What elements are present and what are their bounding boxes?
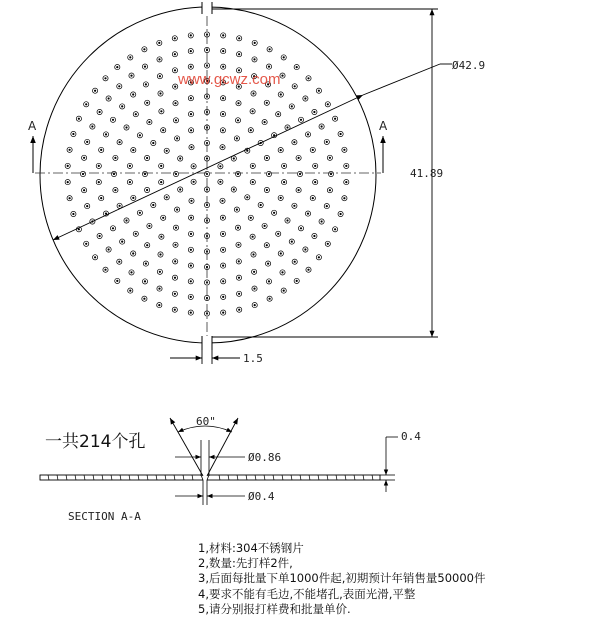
hole-center xyxy=(312,197,314,199)
hole-center xyxy=(190,280,192,282)
hole-center xyxy=(162,217,164,219)
hole-center xyxy=(254,42,256,44)
hole-center xyxy=(125,126,127,128)
hole-center xyxy=(159,92,161,94)
hole-center xyxy=(238,37,240,39)
hole-center xyxy=(298,189,300,191)
hole-center xyxy=(253,288,255,290)
hole-center xyxy=(174,37,176,39)
hole-center xyxy=(237,244,239,246)
hole-center xyxy=(152,142,154,144)
hole-center xyxy=(159,75,161,77)
hole-center xyxy=(236,137,238,139)
hole-center xyxy=(237,227,239,229)
hole-center xyxy=(313,235,315,237)
hole-center xyxy=(83,157,85,159)
hole-center xyxy=(179,157,181,159)
hole-center xyxy=(327,103,329,105)
hole-center xyxy=(307,213,309,215)
hole-center xyxy=(286,219,288,221)
hole-center xyxy=(222,217,224,219)
hole-center xyxy=(283,290,285,292)
hole-center xyxy=(174,69,176,71)
hole-center xyxy=(160,236,162,238)
hole-center xyxy=(238,277,240,279)
hole-center xyxy=(280,252,282,254)
hole-center xyxy=(304,97,306,99)
hole-center xyxy=(132,149,134,151)
hole-center xyxy=(135,113,137,115)
notes-list xyxy=(198,541,485,617)
hole-center xyxy=(219,165,221,167)
hole-center xyxy=(190,296,192,298)
hole-center xyxy=(104,269,106,271)
hole-center xyxy=(334,228,336,230)
hole-center xyxy=(129,290,131,292)
hole-center xyxy=(318,256,320,258)
hole-center xyxy=(158,58,160,60)
hole-center xyxy=(174,277,176,279)
hole-center xyxy=(345,165,347,167)
hole-center xyxy=(162,129,164,131)
hole-center xyxy=(85,243,87,245)
hole-center xyxy=(238,293,240,295)
hole-center xyxy=(222,280,224,282)
hole-center xyxy=(264,121,266,123)
hole-center xyxy=(132,252,134,254)
hole-center xyxy=(190,97,192,99)
hole-center xyxy=(264,225,266,227)
hole-center xyxy=(114,157,116,159)
hole-center xyxy=(300,227,302,229)
hole-center xyxy=(190,312,192,314)
hole-center xyxy=(252,236,254,238)
hole-center xyxy=(174,86,176,88)
hole-center xyxy=(238,53,240,55)
hole-center xyxy=(222,97,224,99)
note-item: 3,后面每批量下单1000件起,初期预计年销售量50000件 xyxy=(198,571,486,586)
hole-center xyxy=(100,149,102,151)
hole-center xyxy=(340,213,342,215)
hole-center xyxy=(190,50,192,52)
hole-center xyxy=(148,121,150,123)
hole-center xyxy=(83,189,85,191)
hole-center xyxy=(222,233,224,235)
hole-center xyxy=(158,42,160,44)
hole-center xyxy=(206,157,208,159)
hole-center xyxy=(296,66,298,68)
note-item: 1,材料:304不锈钢片 xyxy=(198,541,304,555)
hole-center xyxy=(233,188,235,190)
hole-center xyxy=(91,125,93,127)
hole-center xyxy=(112,227,114,229)
hole-center xyxy=(291,241,293,243)
hole-center xyxy=(277,113,279,115)
hole-center xyxy=(283,56,285,58)
hole-center xyxy=(269,48,271,50)
hole-center xyxy=(269,298,271,300)
hole-center xyxy=(327,243,329,245)
note-item: 4,要求不能有毛边,不能堵孔,表面光滑,平整 xyxy=(198,586,416,601)
plate-outline xyxy=(40,7,376,343)
hole-center xyxy=(298,157,300,159)
hole-center xyxy=(221,146,223,148)
thickness-value: 0.4 xyxy=(401,430,421,443)
hole-center xyxy=(119,205,121,207)
hole-center xyxy=(108,248,110,250)
hole-center xyxy=(340,133,342,135)
hole-center xyxy=(190,249,192,251)
hole-center xyxy=(252,253,254,255)
hole-center xyxy=(114,189,116,191)
hole-center xyxy=(146,102,148,104)
hole-center xyxy=(190,217,192,219)
hole-center xyxy=(314,165,316,167)
hole-center xyxy=(326,205,328,207)
hole-center xyxy=(119,141,121,143)
height-value: 41.89 xyxy=(410,167,444,180)
section-label: SECTION A-A xyxy=(68,510,141,523)
hole-center xyxy=(222,113,224,115)
hole-center xyxy=(82,173,84,175)
hole-center xyxy=(253,58,255,60)
hole-center xyxy=(222,265,224,267)
hole-center xyxy=(304,248,306,250)
hole-center xyxy=(283,165,285,167)
hole-center xyxy=(190,34,192,36)
hole-center xyxy=(266,244,268,246)
hole-center xyxy=(86,205,88,207)
hole-center xyxy=(266,102,268,104)
hole-center xyxy=(280,93,282,95)
hole-center xyxy=(222,249,224,251)
hole-center xyxy=(222,50,224,52)
hole-center xyxy=(129,181,131,183)
hole-center xyxy=(233,157,235,159)
hole-center xyxy=(280,197,282,199)
hole-center xyxy=(252,92,254,94)
hole-center xyxy=(116,280,118,282)
hole-center xyxy=(345,181,347,183)
hole-center xyxy=(160,165,162,167)
hole-center xyxy=(283,181,285,183)
hole-center xyxy=(329,189,331,191)
hole-center xyxy=(139,212,141,214)
hole-top-diameter-value: Ø0.86 xyxy=(248,451,282,464)
hole-center xyxy=(267,263,269,265)
hole-center xyxy=(158,304,160,306)
hole-center xyxy=(160,110,162,112)
hole-center xyxy=(190,113,192,115)
hole-center xyxy=(72,133,74,135)
hole-center xyxy=(112,119,114,121)
hole-center xyxy=(135,233,137,235)
hole-center xyxy=(190,265,192,267)
hole-center xyxy=(281,75,283,77)
hole-center xyxy=(94,90,96,92)
hole-center xyxy=(326,141,328,143)
hole-center xyxy=(146,189,148,191)
hole-center xyxy=(252,181,254,183)
hole-center xyxy=(293,141,295,143)
hole-center xyxy=(277,233,279,235)
hole-center xyxy=(250,217,252,219)
hole-center xyxy=(159,271,161,273)
hole-center xyxy=(280,149,282,151)
hole-center xyxy=(281,271,283,273)
hole-center xyxy=(190,233,192,235)
hole-center xyxy=(132,93,134,95)
hole-center xyxy=(94,256,96,258)
hole-center xyxy=(129,165,131,167)
hole-center xyxy=(132,197,134,199)
note-item: 5,请分别报打样费和批量单价. xyxy=(198,601,351,616)
hole-center xyxy=(144,280,146,282)
section-marker-right xyxy=(379,119,388,173)
hole-center xyxy=(268,66,270,68)
hole-center xyxy=(146,157,148,159)
hole-center xyxy=(252,110,254,112)
svg-text:A: A xyxy=(379,119,388,133)
hole-center xyxy=(143,48,145,50)
hole-center xyxy=(174,244,176,246)
hole-center xyxy=(291,105,293,107)
hole-center xyxy=(237,102,239,104)
hole-center xyxy=(294,85,296,87)
hole-center xyxy=(343,149,345,151)
hole-center xyxy=(312,149,314,151)
hole-center xyxy=(190,129,192,131)
hole-center xyxy=(307,133,309,135)
hole-center xyxy=(222,66,224,68)
hole-center xyxy=(130,75,132,77)
hole-center xyxy=(72,213,74,215)
hole-center xyxy=(273,212,275,214)
hole-center xyxy=(104,77,106,79)
hole-center xyxy=(143,298,145,300)
hole-center xyxy=(294,261,296,263)
hole-center xyxy=(121,105,123,107)
hole-center xyxy=(99,235,101,237)
hole-center xyxy=(139,134,141,136)
hole-center xyxy=(174,309,176,311)
hole-center xyxy=(116,66,118,68)
hole-center xyxy=(343,197,345,199)
hole-center xyxy=(206,266,208,268)
hole-center xyxy=(250,129,252,131)
hole-center xyxy=(246,196,248,198)
hole-center xyxy=(193,165,195,167)
hole-center xyxy=(166,150,168,152)
hole-center xyxy=(329,157,331,159)
hole-center xyxy=(318,90,320,92)
hole-center xyxy=(300,119,302,121)
hole-center xyxy=(69,149,71,151)
hole-center xyxy=(160,181,162,183)
hole-center xyxy=(179,188,181,190)
hole-center xyxy=(78,118,80,120)
hole-center xyxy=(67,181,69,183)
hole-center xyxy=(100,197,102,199)
hole-center xyxy=(125,219,127,221)
hole-center xyxy=(190,66,192,68)
hole-center xyxy=(98,181,100,183)
hole-center xyxy=(175,227,177,229)
hole-center xyxy=(266,157,268,159)
note-item: 2,数量:先打样2件, xyxy=(198,556,293,571)
hole-center xyxy=(174,53,176,55)
hole-center xyxy=(221,200,223,202)
hole-center xyxy=(296,280,298,282)
hole-center xyxy=(121,241,123,243)
hole-center xyxy=(145,263,147,265)
hole-center xyxy=(130,271,132,273)
hole-center xyxy=(67,165,69,167)
hole-center xyxy=(222,34,224,36)
hole-center xyxy=(260,204,262,206)
hole-center xyxy=(69,197,71,199)
taper-angle-value: 60" xyxy=(196,415,216,428)
hole-center xyxy=(159,253,161,255)
hole-center xyxy=(238,260,240,262)
hole-center xyxy=(174,260,176,262)
hole-center xyxy=(238,309,240,311)
hole-center xyxy=(219,181,221,183)
hole-bottom-diameter-value: Ø0.4 xyxy=(248,490,275,503)
watermark-text: www.gcwz.com xyxy=(178,71,281,88)
hole-center xyxy=(206,297,208,299)
hole-center xyxy=(254,304,256,306)
hole-center xyxy=(237,119,239,121)
slot-width-value: 1.5 xyxy=(243,352,263,365)
svg-text:A: A xyxy=(28,119,37,133)
hole-center xyxy=(129,56,131,58)
hole-center xyxy=(148,225,150,227)
hole-center xyxy=(98,165,100,167)
hole-center xyxy=(222,312,224,314)
hole-center xyxy=(105,133,107,135)
hole-center xyxy=(222,129,224,131)
svg-text:Ø42.9: Ø42.9 xyxy=(452,59,486,72)
hole-center xyxy=(118,261,120,263)
hole-center xyxy=(190,146,192,148)
hole-center xyxy=(334,118,336,120)
hole-center xyxy=(108,97,110,99)
hole-count-label: 一共214个孔 xyxy=(45,432,146,452)
hole-center xyxy=(176,137,178,139)
hole-center xyxy=(174,102,176,104)
hole-center xyxy=(118,85,120,87)
hole-center xyxy=(99,111,101,113)
hole-center xyxy=(175,119,177,121)
slot-width-dimension xyxy=(170,350,240,364)
hole-center xyxy=(307,77,309,79)
hole-center xyxy=(166,196,168,198)
hole-center xyxy=(206,188,208,190)
hole-center xyxy=(268,280,270,282)
hole-center xyxy=(252,165,254,167)
hole-center xyxy=(313,111,315,113)
hole-center xyxy=(266,189,268,191)
hole-center xyxy=(144,66,146,68)
hole-center xyxy=(176,209,178,211)
hole-center xyxy=(314,181,316,183)
hole-center xyxy=(307,269,309,271)
hole-center xyxy=(190,200,192,202)
hole-center xyxy=(152,204,154,206)
hole-center xyxy=(146,244,148,246)
hole-center xyxy=(293,205,295,207)
hole-center xyxy=(158,288,160,290)
hole-center xyxy=(174,293,176,295)
hole-center xyxy=(145,83,147,85)
hole-center xyxy=(286,126,288,128)
hole-center xyxy=(86,141,88,143)
hole-center xyxy=(321,125,323,127)
section-marker-left xyxy=(28,119,37,173)
hole-center xyxy=(85,103,87,105)
hole-center xyxy=(193,181,195,183)
hole-center xyxy=(236,209,238,211)
hole-center xyxy=(222,296,224,298)
hole-center xyxy=(321,220,323,222)
hole-center xyxy=(206,49,208,51)
hole-center xyxy=(253,271,255,273)
